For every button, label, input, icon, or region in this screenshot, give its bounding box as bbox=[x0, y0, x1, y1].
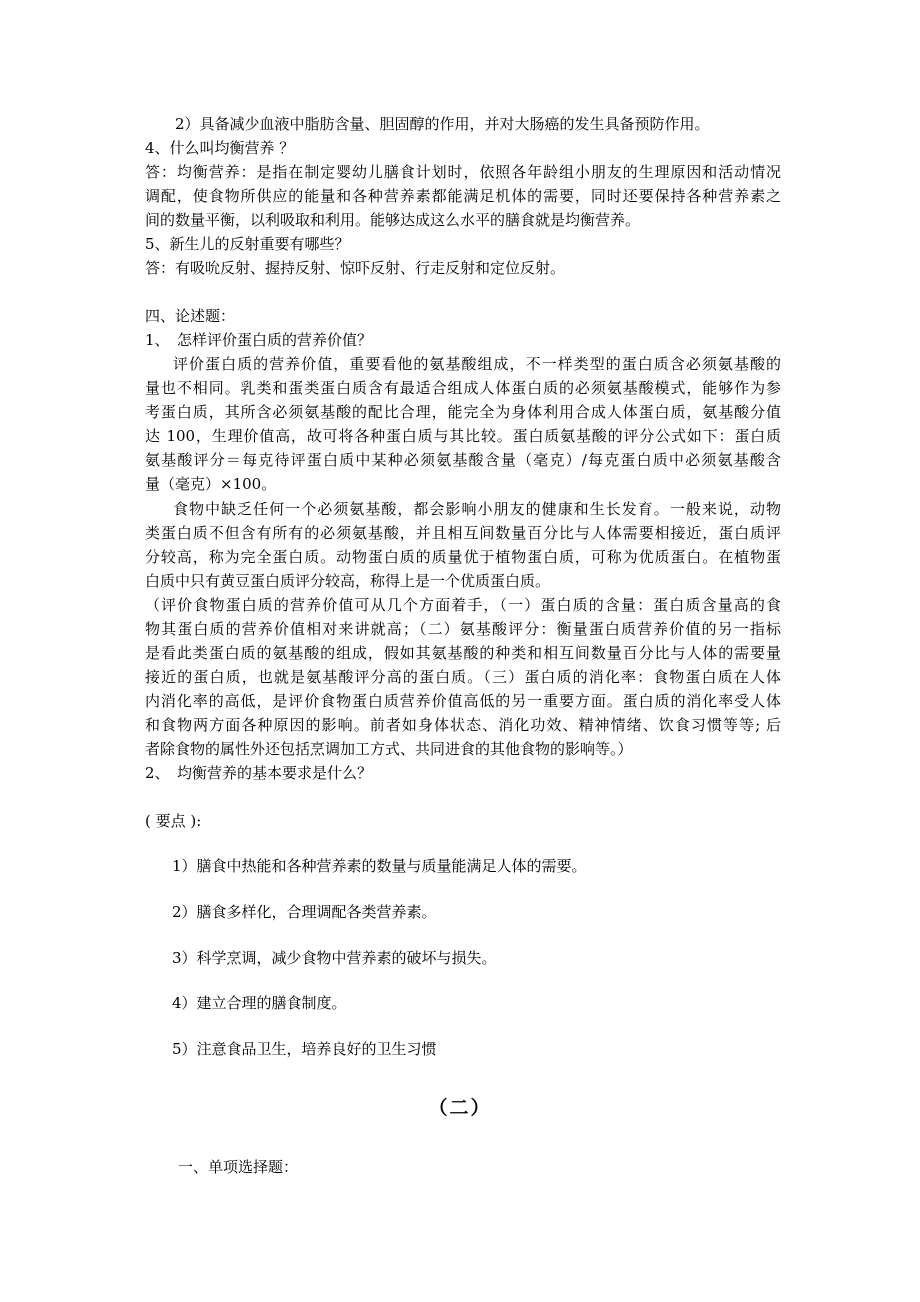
text-line: 量（毫克）×100。 bbox=[145, 475, 277, 493]
text-line: 者除食物的属性外还包括烹调加工方式、共同进食的其他食物的影响等。） bbox=[145, 740, 633, 758]
text-line: （评价食物蛋白质的营养价值可从几个方面着手，（一）蛋白质的含量：蛋白质含量高的食 bbox=[145, 596, 781, 614]
text-line: 达 100，生理价值高，故可将各种蛋白质与其比较。蛋白质氨基酸的评分公式如下：蛋白质 bbox=[145, 427, 781, 445]
text-line: 是看此类蛋白质的氨基酸的组成，假如其氨基酸的种类和相互间数量百分比与人体的需要量 bbox=[145, 644, 781, 662]
text-line: 类蛋白质不但含有所有的必须氨基酸，并且相互间数量百分比与人体需要相接近，蛋白质评 bbox=[145, 524, 781, 542]
text-line: 间的数量平衡，以利吸取和利用。能够达成这么水平的膳食就是均衡营养。 bbox=[145, 211, 641, 229]
text-line: 评价蛋白质的营养价值，重要看他的氨基酸组成，不一样类型的蛋白质含必须氨基酸的 bbox=[173, 355, 781, 373]
section-heading: 一、单项选择题： bbox=[178, 1158, 299, 1176]
text-line: 答：均衡营养：是指在制定婴幼儿膳食计划时，依照各年龄组小朋友的生理原因和活动情况 bbox=[145, 163, 781, 181]
text-line: 考蛋白质，其所含必须氨基酸的配比合理，能完全为身体利用合成人体蛋白质，氨基酸分值 bbox=[145, 403, 781, 421]
text-line: 食物中缺乏任何一个必须氨基酸，都会影响小朋友的健康和生长发育。一般来说，动物 bbox=[173, 500, 781, 518]
text-line: 调配，使食物所供应的能量和各种营养素都能满足机体的需要，同时还要保持各种营养素之 bbox=[145, 187, 781, 205]
question-heading: 4、什么叫均衡营养 ？ bbox=[145, 139, 295, 157]
text-line: 答：有吸吮反射、握持反射、惊吓反射、行走反射和定位反射。 bbox=[145, 259, 566, 277]
text-line: 2）具备减少血液中脂肪含量、胆固醇的作用，并对大肠癌的发生具备预防作用。 bbox=[175, 115, 710, 133]
question-heading: 5、新生儿的反射重要有哪些？ bbox=[145, 235, 350, 253]
list-item: 1）膳食中热能和各种营养素的数量与质量能满足人体的需要。 bbox=[172, 857, 587, 875]
text-line: 量也不相同。乳类和蛋类蛋白质含有最适合组成人体蛋白质的必须氨基酸模式，能够作为参 bbox=[145, 379, 781, 397]
key-points-label: ( 要点 ): bbox=[145, 812, 202, 830]
section-title: （二） bbox=[428, 1097, 492, 1119]
list-item: 5）注意食品卫生，培养良好的卫生习惯 bbox=[172, 1040, 437, 1058]
question-heading: 2、 均衡营养的基本要求是什么？ bbox=[145, 764, 373, 782]
list-item: 2）膳食多样化，合理调配各类营养素。 bbox=[172, 903, 437, 921]
text-line: 白质中只有黄豆蛋白质评分较高，称得上是一个优质蛋白质。 bbox=[145, 572, 551, 590]
text-line: 氨基酸评分＝每克待评蛋白质中某种必须氨基酸含量（毫克）/每克蛋白质中必须氨基酸含 bbox=[145, 451, 781, 469]
text-line: 分较高，称为完全蛋白质。动物蛋白质的质量优于植物蛋白质，可称为优质蛋白。在植物蛋 bbox=[145, 548, 781, 566]
text-line: 物其蛋白质的营养价值相对来讲就高；（二）氨基酸评分：衡量蛋白质营养价值的另一指标 bbox=[145, 620, 781, 638]
text-line: 和食物两方面各种原因的影响。前者如身体状态、消化功效、精神情绪、饮食习惯等等; 后 bbox=[145, 716, 781, 734]
list-item: 4）建立合理的膳食制度。 bbox=[172, 994, 347, 1012]
text-line: 内消化率的高低，是评价食物蛋白质营养价值高低的另一重要方面。蛋白质的消化率受人体 bbox=[145, 692, 781, 710]
list-item: 3）科学烹调，减少食物中营养素的破坏与损失。 bbox=[172, 949, 497, 967]
question-heading: 1、 怎样评价蛋白质的营养价值？ bbox=[145, 331, 373, 349]
section-heading: 四、论述题： bbox=[145, 307, 236, 325]
text-line: 接近的蛋白质，也就是氨基酸评分高的蛋白质。（三）蛋白质的消化率：食物蛋白质在人体 bbox=[145, 668, 781, 686]
